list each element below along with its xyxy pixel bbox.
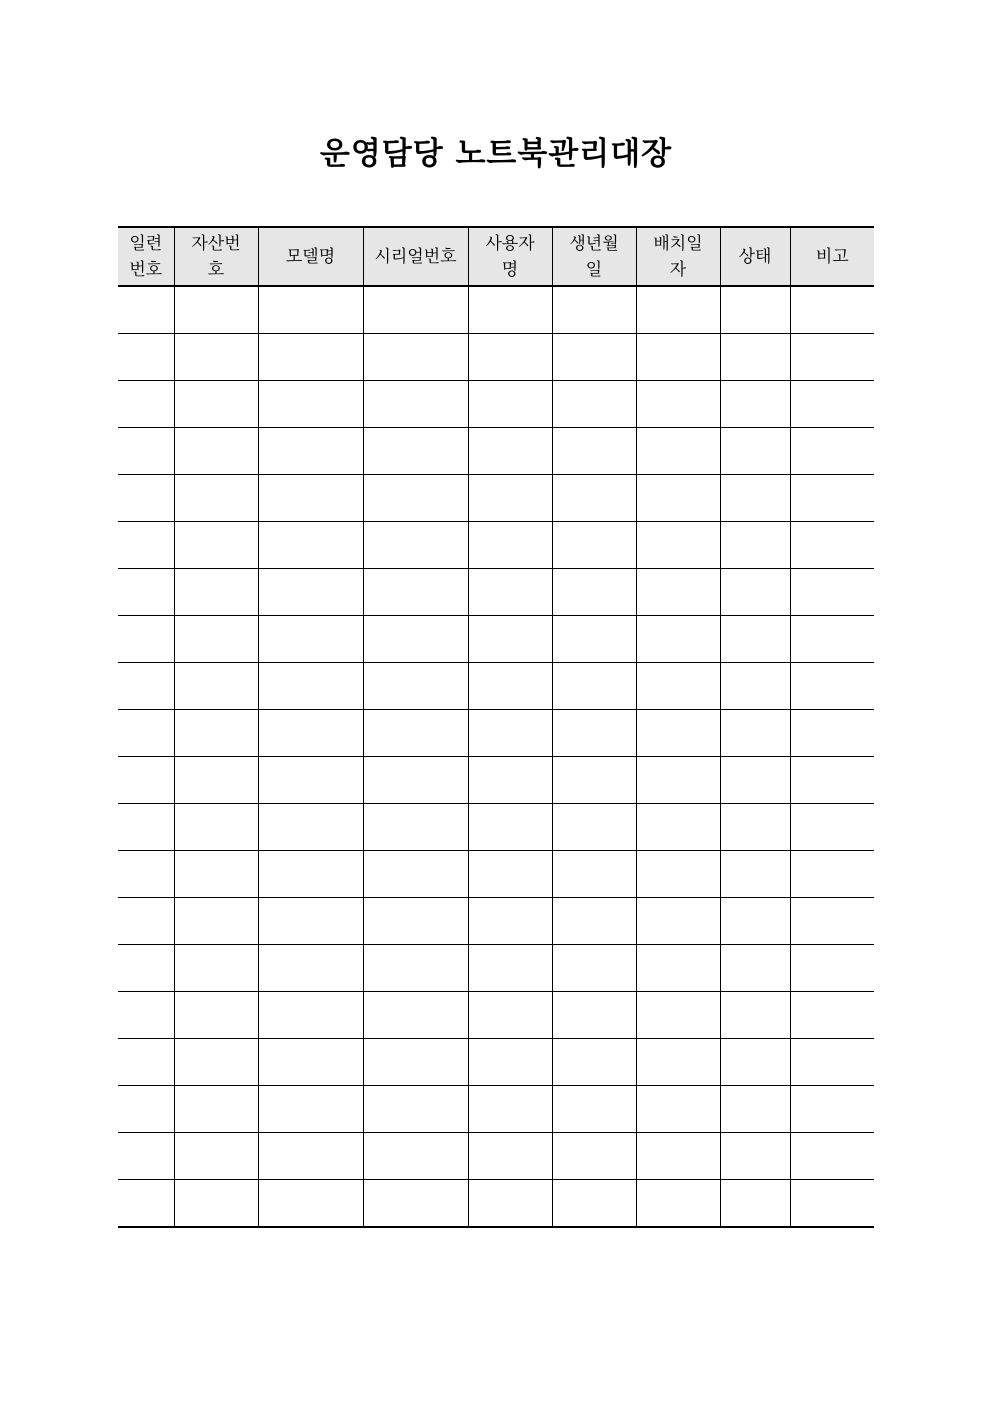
table-cell[interactable] (363, 428, 468, 475)
table-row (118, 428, 874, 475)
table-cell[interactable] (118, 428, 174, 475)
page-title: 운영담당 노트북관리대장 (319, 136, 673, 172)
table-cell[interactable] (258, 334, 363, 381)
header-device-serial (363, 227, 468, 286)
table-row (118, 569, 874, 616)
table-cell[interactable] (636, 522, 720, 569)
table-cell[interactable] (174, 757, 258, 804)
table-cell[interactable] (118, 757, 174, 804)
table-cell[interactable] (468, 334, 552, 381)
table-cell[interactable] (174, 1180, 258, 1228)
table-cell[interactable] (118, 475, 174, 522)
table-cell[interactable] (174, 334, 258, 381)
table-cell[interactable] (118, 710, 174, 757)
table-cell[interactable] (552, 757, 636, 804)
table-cell[interactable] (720, 1086, 790, 1133)
table-cell[interactable] (552, 851, 636, 898)
table-cell[interactable] (258, 757, 363, 804)
header-label: 사용자 (485, 233, 535, 254)
table-cell[interactable] (174, 522, 258, 569)
table-cell[interactable] (258, 286, 363, 334)
table-cell[interactable] (468, 1039, 552, 1086)
table-cell[interactable] (363, 992, 468, 1039)
table-cell[interactable] (174, 851, 258, 898)
table-cell[interactable] (258, 1039, 363, 1086)
table-cell[interactable] (790, 804, 874, 851)
table-cell[interactable] (636, 334, 720, 381)
table-cell[interactable] (258, 381, 363, 428)
table-cell[interactable] (174, 898, 258, 945)
table-cell[interactable] (790, 381, 874, 428)
header-label: 생년월 (569, 233, 619, 254)
table-cell[interactable] (552, 616, 636, 663)
table-cell[interactable] (118, 1180, 174, 1228)
table-cell[interactable] (468, 757, 552, 804)
table-cell[interactable] (363, 898, 468, 945)
table-cell[interactable] (468, 804, 552, 851)
table-row (118, 522, 874, 569)
table-cell[interactable] (468, 569, 552, 616)
table-cell[interactable] (174, 428, 258, 475)
table-cell[interactable] (174, 804, 258, 851)
table-cell[interactable] (636, 286, 720, 334)
table-cell[interactable] (363, 851, 468, 898)
table-cell[interactable] (363, 1086, 468, 1133)
table-row (118, 334, 874, 381)
header-label: 호 (207, 259, 225, 280)
table-row (118, 898, 874, 945)
table-cell[interactable] (552, 334, 636, 381)
table-cell[interactable] (258, 616, 363, 663)
table-cell[interactable] (720, 334, 790, 381)
table-cell[interactable] (720, 851, 790, 898)
header-label: 일 (585, 259, 603, 280)
table-row (118, 1039, 874, 1086)
header-model-name (258, 227, 363, 286)
table-cell[interactable] (790, 1039, 874, 1086)
table-cell[interactable] (174, 710, 258, 757)
header-label: 배치일 (653, 233, 703, 254)
table-cell[interactable] (790, 286, 874, 334)
table-cell[interactable] (258, 804, 363, 851)
table-cell[interactable] (363, 569, 468, 616)
table-cell[interactable] (118, 851, 174, 898)
table-cell[interactable] (363, 1039, 468, 1086)
table-cell[interactable] (552, 1039, 636, 1086)
table-cell[interactable] (363, 945, 468, 992)
table-cell[interactable] (258, 1086, 363, 1133)
header-label: 상태 (738, 246, 772, 267)
header-user-name (468, 227, 552, 286)
header-remarks (790, 227, 874, 286)
table-cell[interactable] (720, 1039, 790, 1086)
table-cell[interactable] (258, 569, 363, 616)
table-cell[interactable] (720, 804, 790, 851)
table-cell[interactable] (468, 428, 552, 475)
table-cell[interactable] (258, 1133, 363, 1180)
table-cell[interactable] (552, 710, 636, 757)
table-cell[interactable] (636, 1180, 720, 1228)
table-cell[interactable] (552, 1133, 636, 1180)
header-label: 번호 (129, 259, 163, 280)
header-birth-date (552, 227, 636, 286)
table-row (118, 945, 874, 992)
table-cell[interactable] (468, 1086, 552, 1133)
table-cell[interactable] (174, 1133, 258, 1180)
table-cell[interactable] (118, 616, 174, 663)
table-row (118, 475, 874, 522)
table-cell[interactable] (118, 663, 174, 710)
table-cell[interactable] (468, 1133, 552, 1180)
table-cell[interactable] (258, 428, 363, 475)
table-cell[interactable] (468, 898, 552, 945)
table-cell[interactable] (363, 1180, 468, 1228)
header-label: 자 (669, 259, 687, 280)
table-cell[interactable] (258, 710, 363, 757)
table-cell[interactable] (636, 992, 720, 1039)
table-cell[interactable] (720, 1180, 790, 1228)
table-cell[interactable] (468, 663, 552, 710)
table-cell[interactable] (720, 1133, 790, 1180)
table-cell[interactable] (636, 710, 720, 757)
table-cell[interactable] (363, 286, 468, 334)
table-cell[interactable] (363, 804, 468, 851)
table-cell[interactable] (790, 334, 874, 381)
table-cell[interactable] (636, 757, 720, 804)
table-row (118, 992, 874, 1039)
table-cell[interactable] (790, 710, 874, 757)
table-cell[interactable] (363, 522, 468, 569)
table-cell[interactable] (552, 475, 636, 522)
table-cell[interactable] (790, 616, 874, 663)
table-cell[interactable] (720, 286, 790, 334)
table-cell[interactable] (636, 851, 720, 898)
table-cell[interactable] (468, 992, 552, 1039)
table-cell[interactable] (720, 381, 790, 428)
table-row (118, 757, 874, 804)
table-header-row (118, 227, 874, 286)
table-cell[interactable] (258, 475, 363, 522)
table-cell[interactable] (636, 663, 720, 710)
table-cell[interactable] (720, 992, 790, 1039)
table-cell[interactable] (118, 945, 174, 992)
table-cell[interactable] (363, 616, 468, 663)
table-row (118, 1180, 874, 1228)
table-cell[interactable] (552, 1086, 636, 1133)
table-row (118, 710, 874, 757)
table-cell[interactable] (363, 1133, 468, 1180)
table-cell[interactable] (720, 710, 790, 757)
table-cell[interactable] (258, 992, 363, 1039)
table-cell[interactable] (636, 1133, 720, 1180)
header-assign-date (636, 227, 720, 286)
table-cell[interactable] (790, 1133, 874, 1180)
table-cell[interactable] (552, 428, 636, 475)
table-cell[interactable] (720, 663, 790, 710)
table-cell[interactable] (118, 804, 174, 851)
table-cell[interactable] (118, 1086, 174, 1133)
table-cell[interactable] (720, 945, 790, 992)
table-cell[interactable] (636, 1039, 720, 1086)
laptop-ledger-table (118, 226, 874, 1228)
table-cell[interactable] (468, 1180, 552, 1228)
table-cell[interactable] (790, 569, 874, 616)
table-cell[interactable] (118, 992, 174, 1039)
table-cell[interactable] (552, 381, 636, 428)
table-row (118, 663, 874, 710)
table-row (118, 286, 874, 334)
table-cell[interactable] (552, 663, 636, 710)
table-cell[interactable] (258, 945, 363, 992)
table-cell[interactable] (636, 569, 720, 616)
header-label: 명 (501, 259, 519, 280)
table-cell[interactable] (790, 757, 874, 804)
table-cell[interactable] (636, 475, 720, 522)
table-cell[interactable] (118, 569, 174, 616)
table-cell[interactable] (258, 522, 363, 569)
table-cell[interactable] (720, 475, 790, 522)
table-body (118, 286, 874, 1227)
table-cell[interactable] (118, 286, 174, 334)
table-cell[interactable] (790, 522, 874, 569)
table-cell[interactable] (720, 898, 790, 945)
table-cell[interactable] (720, 428, 790, 475)
table-row (118, 851, 874, 898)
table-cell[interactable] (720, 616, 790, 663)
table-cell[interactable] (552, 1180, 636, 1228)
table-cell[interactable] (363, 334, 468, 381)
table-cell[interactable] (790, 663, 874, 710)
table-row (118, 616, 874, 663)
table-cell[interactable] (790, 945, 874, 992)
table-cell[interactable] (174, 945, 258, 992)
table-cell[interactable] (118, 522, 174, 569)
table-cell[interactable] (636, 945, 720, 992)
header-serial-number (118, 227, 174, 286)
table-cell[interactable] (790, 851, 874, 898)
table-cell[interactable] (468, 616, 552, 663)
table-cell[interactable] (636, 898, 720, 945)
table-cell[interactable] (468, 851, 552, 898)
table-cell[interactable] (174, 616, 258, 663)
table-cell[interactable] (118, 1039, 174, 1086)
table-cell[interactable] (790, 428, 874, 475)
table-cell[interactable] (174, 1086, 258, 1133)
table-cell[interactable] (552, 804, 636, 851)
table-row (118, 381, 874, 428)
table-cell[interactable] (258, 663, 363, 710)
table-cell[interactable] (363, 381, 468, 428)
table-cell[interactable] (720, 522, 790, 569)
header-label: 시리얼번호 (374, 246, 457, 267)
table-cell[interactable] (174, 475, 258, 522)
table-cell[interactable] (636, 1086, 720, 1133)
header-label: 비고 (815, 246, 849, 267)
table-cell[interactable] (258, 1180, 363, 1228)
table-cell[interactable] (118, 334, 174, 381)
table-cell[interactable] (118, 381, 174, 428)
table-cell[interactable] (468, 710, 552, 757)
table-cell[interactable] (118, 898, 174, 945)
table-cell[interactable] (468, 286, 552, 334)
header-status (720, 227, 790, 286)
table-cell[interactable] (174, 286, 258, 334)
table-cell[interactable] (468, 475, 552, 522)
table-cell[interactable] (363, 475, 468, 522)
table-cell[interactable] (258, 898, 363, 945)
table-cell[interactable] (174, 663, 258, 710)
table-cell[interactable] (790, 1180, 874, 1228)
table-cell[interactable] (720, 757, 790, 804)
table-cell[interactable] (790, 992, 874, 1039)
table-cell[interactable] (720, 569, 790, 616)
table-cell[interactable] (552, 286, 636, 334)
table-cell[interactable] (468, 522, 552, 569)
table-cell[interactable] (552, 522, 636, 569)
table-cell[interactable] (552, 992, 636, 1039)
table-cell[interactable] (636, 616, 720, 663)
table-row (118, 1086, 874, 1133)
header-label: 모델명 (285, 246, 336, 267)
table-cell[interactable] (174, 1039, 258, 1086)
table-cell[interactable] (636, 381, 720, 428)
table-cell[interactable] (468, 381, 552, 428)
table-cell[interactable] (636, 428, 720, 475)
header-label: 자산번 (191, 233, 241, 254)
table-row (118, 804, 874, 851)
table-cell[interactable] (174, 569, 258, 616)
table-row (118, 1133, 874, 1180)
table-cell[interactable] (174, 381, 258, 428)
table-cell[interactable] (790, 1086, 874, 1133)
header-asset-number (174, 227, 258, 286)
header-label: 일련 (129, 233, 163, 254)
table-cell[interactable] (636, 804, 720, 851)
table-cell[interactable] (790, 898, 874, 945)
table-cell[interactable] (363, 663, 468, 710)
table-cell[interactable] (552, 945, 636, 992)
table-cell[interactable] (552, 898, 636, 945)
table-cell[interactable] (552, 569, 636, 616)
table-cell[interactable] (174, 992, 258, 1039)
table-cell[interactable] (790, 475, 874, 522)
table-cell[interactable] (258, 851, 363, 898)
table-cell[interactable] (363, 757, 468, 804)
table-cell[interactable] (468, 945, 552, 992)
table-cell[interactable] (363, 710, 468, 757)
table-cell[interactable] (118, 1133, 174, 1180)
